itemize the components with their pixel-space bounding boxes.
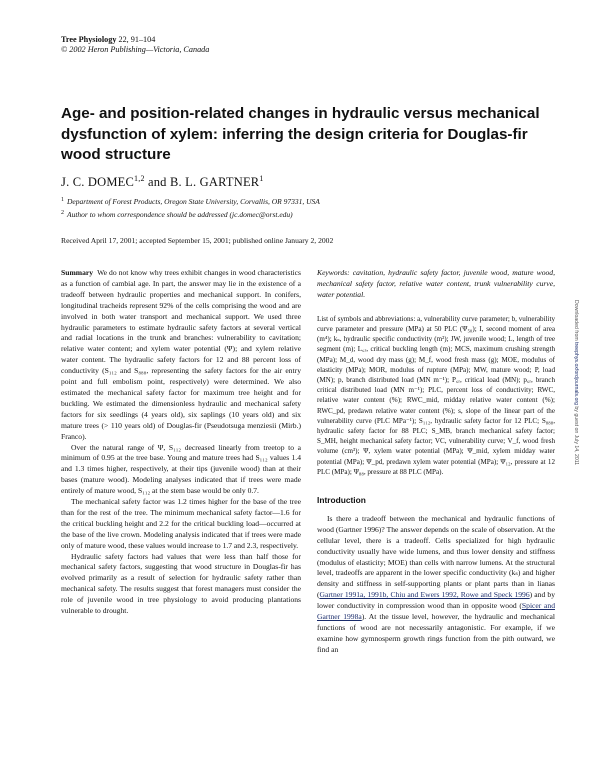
journal-citation: 22, 91–104 xyxy=(118,35,156,44)
author-affiliation-marker: 1 xyxy=(259,174,264,183)
affiliation-text: Department of Forest Products, Oregon State University, Corvallis, OR 97331, USA xyxy=(67,197,320,206)
watermark-suffix: by guest on July 14, 2011 xyxy=(573,404,579,466)
author-conjunction: and xyxy=(144,175,170,189)
affiliations xyxy=(61,195,320,220)
correspondence-text: Author to whom correspondence should be addressed (jc.domec@orst.edu) xyxy=(67,209,293,219)
right-column xyxy=(317,268,555,656)
author-line xyxy=(61,174,264,190)
journal-name: Tree Physiology xyxy=(61,35,117,44)
affiliation-line xyxy=(61,195,320,208)
introduction-text: Is there a tradeoff between the mechanical and hydraulic functions of wood (Gartner 1996)? The answer depends on the scale of observation. At the cellular level, there is a tradeoff. Cells specialized for high hydraulic conductivity usually have wide lumens, and thus lower density and stiffness (modulus of elasticity; MOE) than cells with narrow lumens. At the structural level, tradeoffs are apparent in the lower specific conductivity (kₛ) and higher density and stiffness in self-supporting plants or plant parts than in lianas ( xyxy=(317,513,555,600)
keywords-heading: Keywords: xyxy=(317,268,350,277)
abstract-paragraph xyxy=(61,268,301,443)
abstract-text: We do not know why trees exhibit changes in wood characteristics as a function of cambial age. In part, the answer may lie in the existence of a tradeoff between hydraulic properties and mechanical support. In conifers, longitudinal tracheids represent 92% of the cells comprising the wood and are involved in both water transport and mechanical support. We used three hydraulic parameters to estimate hydraulic safety factors at several vertical and radial locations in the trunk and branches: vulnerability to cavitation; relative water content; and xylem water potential (Ψ); and xylem relative water content. The hydraulic safety factors for 12 and 88 percent loss of conductivity (S₁₁₂ and S₈₈₈, representing the safety factors for the air entry point and full embolism point, respectively) were determined. We also estimated the mechanical safety factor for maximum tree height and for buckling. We estimated the dimensionless hydraulic and mechanical safety factors for six seedlings (4 years old), six saplings (10 years old) and six mature trees (> 110 years old) of Douglas-fir (Pseudotsuga menziesii (Mirb.) Franco). xyxy=(61,268,301,441)
introduction-text: ). At the tissue level, however, the hydraulic and mechanical functions of wood are not necessarily antagonistic. For example, if we examine how gymnosperm growth rings function from the pith outward, we find an xyxy=(317,612,555,654)
publication-dates: Received April 17, 2001; accepted September 15, 2001; published online January 2, 2002 xyxy=(61,236,334,245)
abstract-heading: Summary xyxy=(61,268,94,277)
abstract-paragraph: The mechanical safety factor was 1.2 times higher for the base of the tree than for the rest of the tree. The minimum mechanical safety factor—1.6 for the critical buckling height and 2.2 for the critical buckling load—occurred at the base of the live crown. Modeling analysis indicated that if trees were made only of mature wood, these values would increase to 1.7 and 2.3, respectively. xyxy=(61,497,301,550)
download-watermark xyxy=(567,300,579,630)
affiliation-marker: 1 xyxy=(61,197,64,203)
journal-header xyxy=(61,35,209,55)
symbols-list: List of symbols and abbreviations: a, vulnerability curve parameter; b, vulnerability curve parameter and pressure (MPa) at 50 PLC (Ψ₅₀); I, second moment of area (m⁴); kₛ, hydraulic specific conductivity (m²); JW, juvenile wood; L, length of tree segment (m); L꜀ᵣ, critical buckling length (m); MCS, maximum crushing strength (MPa); M_d, wood dry mass (g); M_f, wood fresh mass (g); MOE, modulus of elasticity (MPa); MOR, modulus of rupture (MPa); MW, mature wood; P, load (MN); p, branch distributed load (MN m⁻¹); P꜀ᵣ, critical load (MN); p꜀ᵣ, branch critical distributed load (MN m⁻¹); PLC, percent loss of conductivity; RWC, relative water content (%); RWC_mid, midday relative water content (%); RWC_pd, predawn relative water content (%); s, slope of the linear part of the vulnerability curve (PLC MPa⁻¹); S₁₁₂, hydraulic safety factor for 12 PLC; S₈₈₈, hydraulic safety factor for 88 PLC; S_MB, branch mechanical safety factor; S_MH, height mechanical safety factor; VC, vulnerability curve; V_f, wood fresh volume (cm³); Ψ, xylem water potential (MPa); Ψ_mid, xylem midday water potential (MPa); Ψ_pd, predawn xylem water potential (MPa); Ψ₁₂, pressure at 12 PLC (MPa); Ψ₈₈, pressure at 88 PLC (MPa). xyxy=(317,314,555,476)
abstract-paragraph: Hydraulic safety factors had values that were less than half those for mechanical safety factors, suggesting that wood structure in Douglas-fir has evolved primarily as a result of selection for hydraulic safety rather than mechanical safety. The results suggest that forest managers must consider the role of juvenile wood in tree physiology to avoid producing plantations vulnerable to drought. xyxy=(61,551,301,616)
affiliation-line xyxy=(61,208,320,221)
introduction-paragraph xyxy=(317,514,555,656)
journal-copyright: © 2002 Heron Publishing—Victoria, Canada xyxy=(61,45,210,54)
abstract-column xyxy=(61,268,301,617)
keywords xyxy=(317,268,555,301)
keywords-text: cavitation, hydraulic safety factor, juvenile wood, mature wood, mechanical safety factor, relative water content, trunk vulnerability curve, water potential. xyxy=(317,268,555,299)
introduction-heading: Introduction xyxy=(317,494,366,505)
affiliation-marker: 2 xyxy=(61,209,64,216)
citation-link[interactable]: Gartner 1991a, 1991b, Chiu and Ewers 1992, Rowe and Speck 1996 xyxy=(319,590,530,600)
author-name: B. L. GARTNER xyxy=(169,175,260,189)
introduction-text: ) and by lower conductivity in compression wood than in opposite wood ( xyxy=(317,590,555,611)
journal-site-link[interactable]: treephys.oxfordjournals.org xyxy=(573,342,579,405)
abstract-paragraph: Over the natural range of Ψ, S₁₁₂ decreased linearly from treetop to a minimum of 0.95 at the tree base. Young and mature trees had S₁₁₂ values 1.4 and 1.3 times higher, respectively, at their tips (juvenile wood) than at their bases (mature wood). Modeling analyses indicated that if trees were made entirely of mature wood, S₁₁₂ at the stem base would be only 0.7. xyxy=(61,442,301,496)
author-affiliation-marker: 1,2 xyxy=(134,174,145,183)
watermark-prefix: Downloaded from xyxy=(573,300,579,343)
article-title: Age- and position-related changes in hydraulic versus mechanical dysfunction of xylem: inferring the design criteria for Douglas-fir wood structure xyxy=(61,105,540,163)
citation-link[interactable]: Spicer and Gartner 1998a xyxy=(317,601,555,622)
author-name: J. C. DOMEC xyxy=(61,175,135,189)
